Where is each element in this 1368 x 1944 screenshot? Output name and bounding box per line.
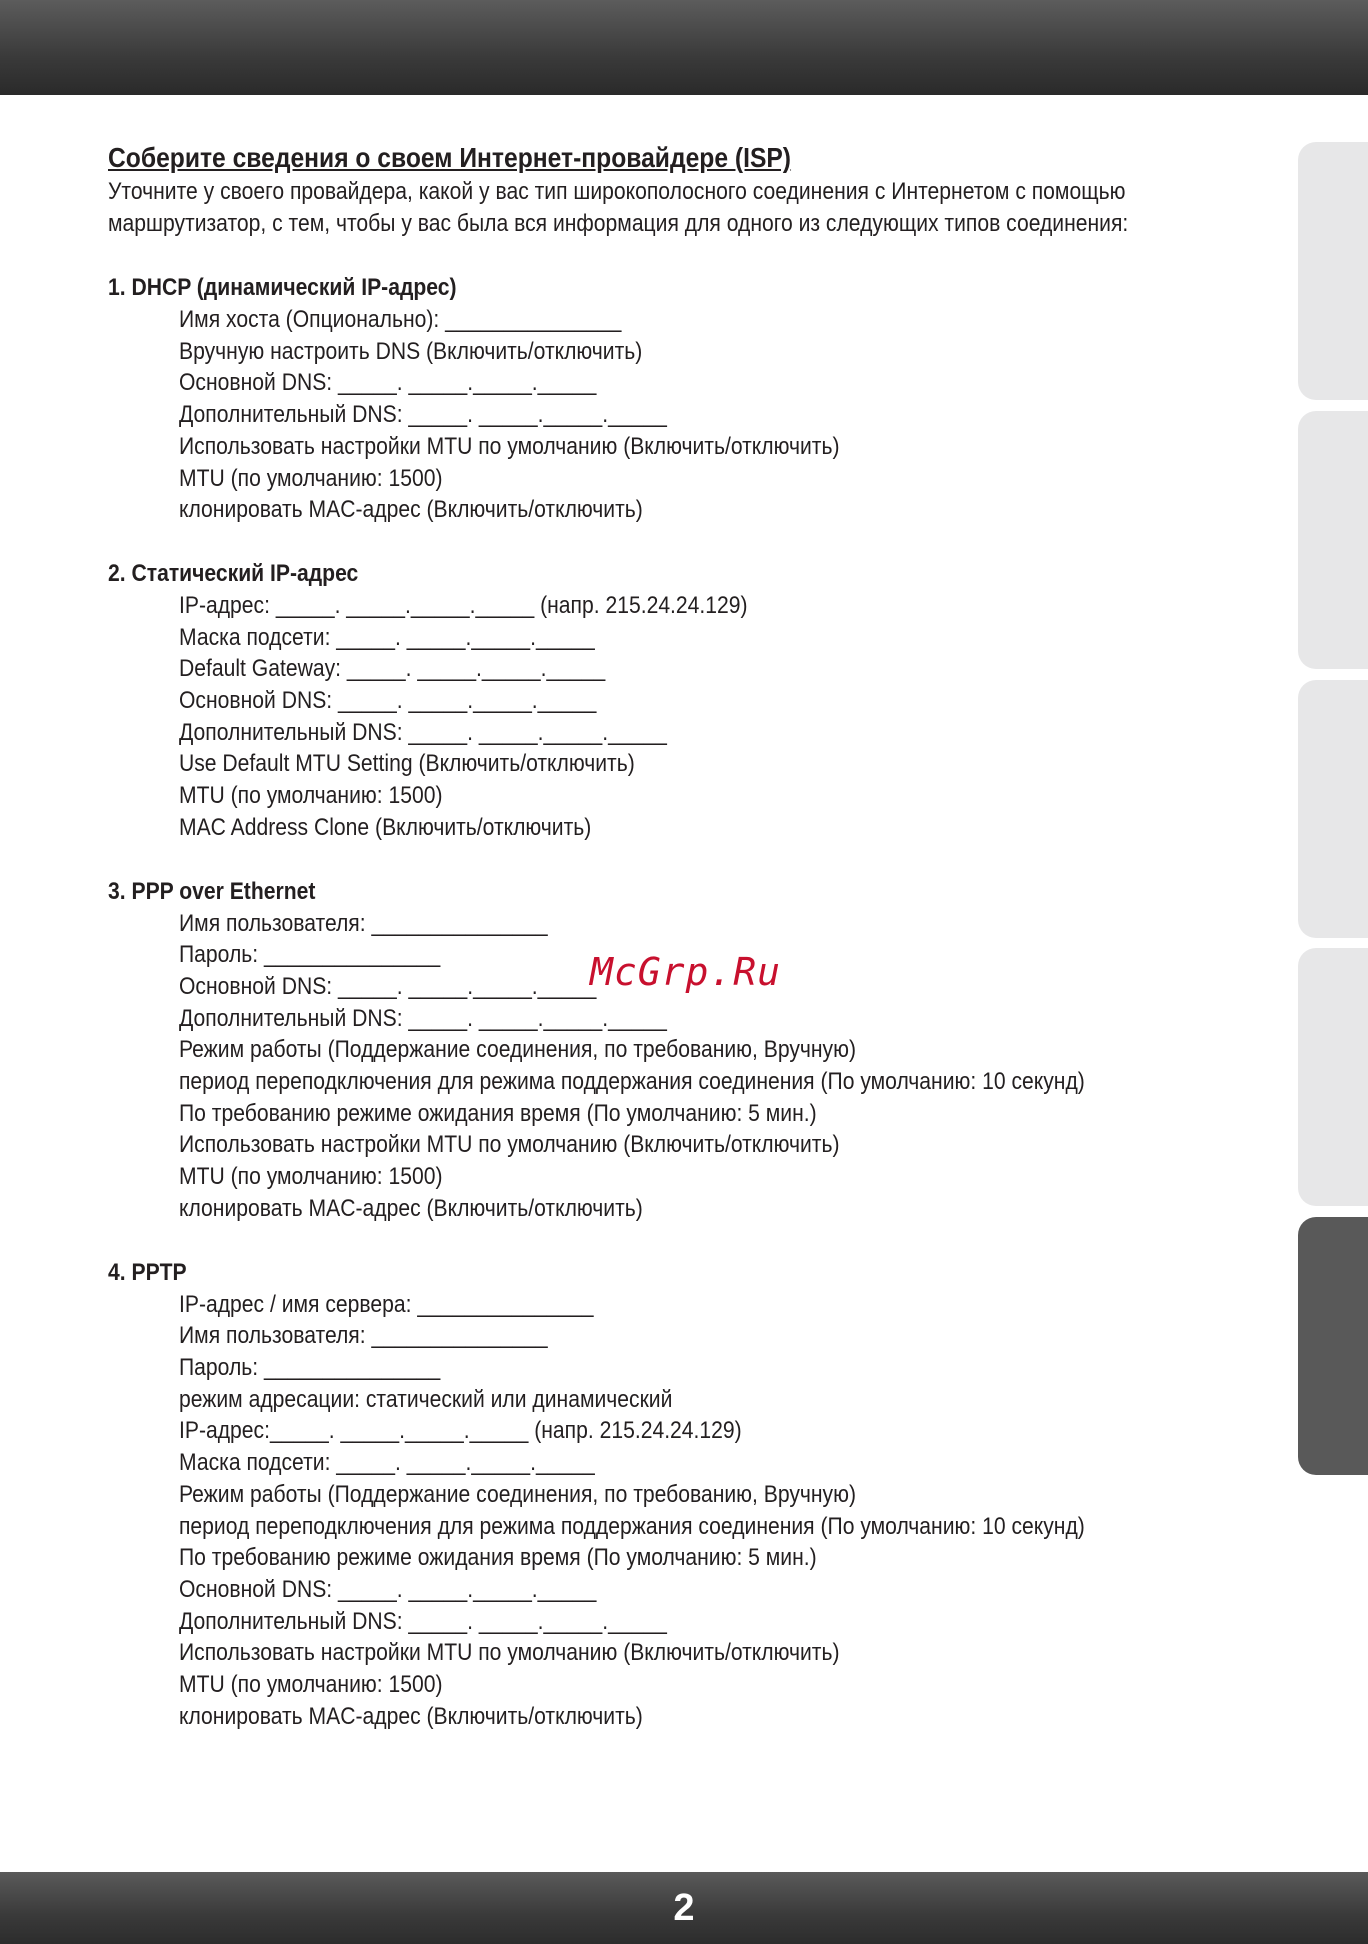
section-pppoe [108,876,1248,1225]
list-item: Пароль: _______________ [179,1353,441,1381]
list-item: По требованию режиме ожидания время (По умолчанию: 5 мин.) [179,1099,817,1127]
watermark: McGrp.Ru [590,950,782,994]
side-tab-5-active[interactable] [1298,1217,1368,1475]
list-item: IP-адрес: _____. _____._____._____ (напр. 215.24.24.129) [179,591,748,619]
side-tab-1[interactable] [1298,142,1368,400]
list-item: Режим работы (Поддержание соединения, по требованию, Вручную) [179,1480,856,1508]
list-item: Использовать настройки MTU по умолчанию (Включить/отключить) [179,1131,840,1159]
list-item: MTU (по умолчанию: 1500) [179,1671,443,1699]
list-item: Использовать настройки MTU по умолчанию (Включить/отключить) [179,432,840,460]
list-item: Дополнительный DNS: _____. _____._____._____ [179,718,667,746]
list-item: режим адресации: статический или динамический [179,1385,673,1413]
section-dhcp [108,272,1248,526]
list-item: MTU (по умолчанию: 1500) [179,1163,443,1191]
header-bar [0,0,1368,95]
page-title: Соберите сведения о своем Интернет-провайдере (ISP) [108,142,792,173]
list-item: Использовать настройки MTU по умолчанию (Включить/отключить) [179,1639,840,1667]
list-item: Имя хоста (Опционально): _______________ [179,306,622,333]
list-item: IP-адрес / имя сервера: _______________ [179,1290,594,1318]
list-item: Дополнительный DNS: _____. _____._____._____ [179,1607,667,1635]
field-list [108,1289,1248,1733]
list-item: клонировать MAC-адрес (Включить/отключить) [179,1702,643,1730]
list-item: Основной DNS: _____. _____._____._____ [179,369,597,397]
intro-line: маршрутизатор, с тем, чтобы у вас была вся информация для одного из следующих типов соединения: [108,210,1129,237]
side-tab-2[interactable] [1298,411,1368,669]
list-item: Основной DNS: _____. _____._____._____ [179,1575,597,1603]
list-item: Маска подсети: _____. _____._____._____ [179,623,595,651]
section-static-ip [108,558,1248,844]
list-item: MAC Address Clone (Включить/отключить) [179,813,592,841]
side-tab-3[interactable] [1298,680,1368,938]
section-pptp [108,1257,1248,1733]
list-item: IP-адрес:_____. _____._____._____ (напр. 215.24.24.129) [179,1417,742,1445]
page-number: 2 [673,1887,695,1929]
list-item: Основной DNS: _____. _____._____._____ [179,687,597,715]
list-item: Основной DNS: _____. _____._____._____ [179,972,597,1000]
list-item: Вручную настроить DNS (Включить/отключить) [179,337,643,365]
list-item: Имя пользователя: _______________ [179,909,548,937]
list-item: MTU (по умолчанию: 1500) [179,782,443,810]
field-list [108,304,1248,526]
section-heading: 3. PPP over Ethernet [108,877,316,905]
page-content [108,140,1248,1732]
section-heading: 2. Статический IP-адрес [108,559,359,587]
list-item: Имя пользователя: _______________ [179,1322,548,1350]
list-item: MTU (по умолчанию: 1500) [179,464,443,492]
list-item: По требованию режиме ожидания время (По умолчанию: 5 мин.) [179,1544,817,1572]
section-heading: 1. DHCP (динамический IP-адрес) [108,274,457,301]
side-tab-4[interactable] [1298,948,1368,1206]
list-item: период переподключения для режима поддержания соединения (По умолчанию: 10 секунд) [179,1068,1085,1096]
intro-text [108,176,1248,240]
list-item: период переподключения для режима поддержания соединения (По умолчанию: 10 секунд) [179,1512,1085,1540]
intro-line: Уточните у своего провайдера, какой у вас тип широкополосного соединения с Интернетом с помощью [108,178,1126,205]
list-item: клонировать MAC-адрес (Включить/отключить) [179,1194,643,1222]
list-item: Default Gateway: _____. _____._____._____ [179,655,606,683]
list-item: Маска подсети: _____. _____._____._____ [179,1449,595,1477]
list-item: Режим работы (Поддержание соединения, по требованию, Вручную) [179,1036,856,1064]
list-item: Дополнительный DNS: _____. _____._____._____ [179,401,667,429]
field-list [108,590,1248,844]
list-item: Пароль: _______________ [179,941,441,969]
list-item: Use Default MTU Setting (Включить/отключить) [179,750,635,778]
section-heading: 4. PPTP [108,1258,187,1286]
list-item: клонировать MAC-адрес (Включить/отключить) [179,496,643,524]
list-item: Дополнительный DNS: _____. _____._____._____ [179,1004,667,1032]
